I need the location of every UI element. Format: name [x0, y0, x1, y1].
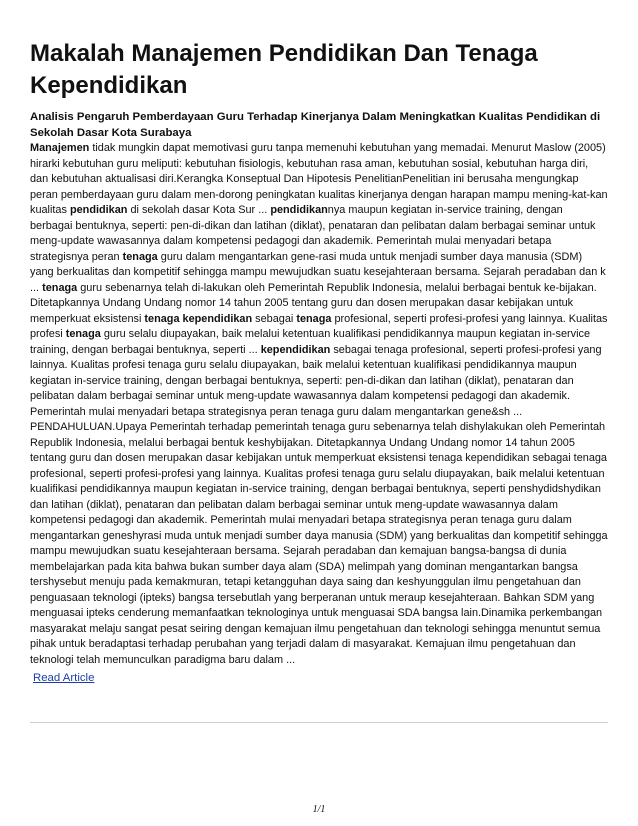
highlighted-keyword: tenaga kependidikan [144, 312, 253, 325]
body-text: di sekolah dasar Kota Sur ... [127, 204, 271, 216]
body-text: sebagai tenaga profesional, seperti profesi-profesi yang lainnya. Kualitas profesi tenaga guru selalu diupayakan, baik melalui ketentuan kualifikasi pendidikannya maupun kegiatan in-service training, dengan berbagai bentuknya, seperti: pen-di-dikan dan latihan (diklat), penataran dan pelibatan dalam berbagai seminar untuk meng-update wawasannya dalam kompetensi pedagogi dan akademik. Pemerintah mulai menyadari betapa strategisnya peran tenaga guru dalam mengantarkan gene&sh ... PENDAHULUAN.Upaya Pemerintah terhadap pemerintah tenaga guru sebenarnya telah dishylakukan oleh Pemerintah Republik Indonesia, melalui berbagai bentuk keshybijakan. Ditetapkannya Undang Undang nomor 14 tahun 2005 tentang guru dan dosen merupakan dasar kebijakan untuk memperkuat eksistensi tenaga kependidikan sebagai tenaga profesional, seperti profesi-profesi yang lainnya. Kualitas profesi tenaga guru selalu diupayakan, baik melalui ketentuan kualifikasi pendidikannya maupun kegiatan in-service training, dengan berbagai bentuknya, seperti penshydidshydikan dan latihan (diklat), penataran dan pelibatan dalam berbagai seminar untuk meng-update wawasannya dalam kompetensi pedagogi dan akademik. Pemerintah mulai menyadari betapa strategisnya peran tenaga guru dalam mengantarkan geneshyrasi muda untuk menjadi sumber daya manusia (SDM) yang berkualitas dan kompetitif sehingga mampu mewujudkan suatu kesejahteraan bersama. Sejarah peradaban dan kemajuan bangsa-bangsa di dunia membelajarkan pada kita bahwa bukan sumber daya alam (SDA) melimpah yang dominan mengantarkan bangsa tershysebut menuju pada kemakmuran, tetapi ketangguhan daya saing dan keshyunggulan ilmu pengetahuan dan penguasaan teknologi (ipteks) bangsa tersebutlah yang berperanan untuk meraup kesejahteraan. Bahkan SDM yang menguasai ipteks cenderung memanfaatkan teknologinya untuk menguasai SDA bangsa lain.Dinamika perkembangan masyarakat melaju sangat pesat seiring dengan kemajuan ilmu pengetahuan dan teknologi sehingga menuntut semua pihak untuk beradaptasi terhadap perubahan yang terjadi dalam di masyarakat. Kemajuan ilmu pengetahuan dan teknologi telah memunculkan paradigma baru dalam ... [30, 343, 608, 666]
body-text: guru dalam mengantarkan gene-rasi muda untuk menjadi sumber daya manusia (SDM) yang berkualitas dan kompetitif sehingga mampu mewujudkan suatu kesejahteraan bersama. Sejarah peradaban dan k ... [30, 250, 606, 294]
body-text: guru selalu diupayakan, baik melalui ketentuan kualifikasi pendidikannya maupun kegiatan in-service training, dengan berbagai bentuknya, seperti ... [30, 328, 590, 356]
page-title: Makalah Manajemen Pendidikan Dan Tenaga Kependidikan [30, 40, 538, 99]
article-subtitle: Analisis Pengaruh Pemberdayaan Guru Terhadap Kinerjanya Dalam Meningkatkan Kualitas Pendidikan di Sekolah Dasar Kota Surabaya [30, 111, 601, 139]
read-article-link[interactable]: Read Article [33, 672, 95, 684]
page-number: 1/1 [312, 804, 326, 815]
highlighted-keyword: tenaga [122, 250, 158, 263]
body-text: tidak mungkin dapat memotivasi guru tanpa memenuhi kebutuhan yang memadai. Menurut Maslow (2005) hirarki kebutuhan guru meliputi: kebutuhan fisiologis, kebutuhan rasa aman, kebutuhan sosial, kebutuhan harga diri, dan kebutuhan aktualisasi diri.Kerangka Konseptual Dan Hipotesis PenelitianPenelitian ini berusaha mengungkap peran pemberdayaan guru dalam men-dorong peningkatan kualitas kinerjanya dengan harapan mampu mening-kat-kan kualitas [30, 142, 608, 216]
highlighted-keyword: pendidikan [69, 204, 128, 216]
body-text: profesional, seperti profesi-profesi yang lainnya. Kualitas profesi [30, 312, 608, 340]
highlighted-keyword: tenaga [296, 312, 332, 325]
highlighted-keyword: Manajemen [30, 142, 90, 154]
body-text: nya maupun kegiatan in-service training, dengan berbagai bentuknya, seperti: pen-di-dikan dan latihan (diklat), penataran dan pelibatan dalam berbagai seminar untuk meng-update wawasannya dalam kompetensi pedagogi dan akademik. Pemerintah mulai menyadari betapa strategisnya peran [30, 204, 596, 263]
body-text: guru sebenarnya telah di-lakukan oleh Pemerintah Republik Indonesia, melalui berbagai bentuk ke-bijakan. Ditetapkannya Undang Undang nomor 14 tahun 2005 tentang guru dan dosen merupakan dasar kebijakan untuk memperkuat eksistensi [30, 281, 597, 325]
highlighted-keyword: kependidikan [260, 343, 331, 356]
article-body [30, 141, 608, 668]
highlighted-keyword: pendidikan [270, 204, 328, 216]
highlighted-keyword: tenaga [65, 328, 101, 340]
highlighted-keyword: tenaga [42, 281, 78, 294]
divider [30, 722, 608, 723]
article [30, 38, 608, 687]
body-text: sebagai [252, 312, 297, 325]
